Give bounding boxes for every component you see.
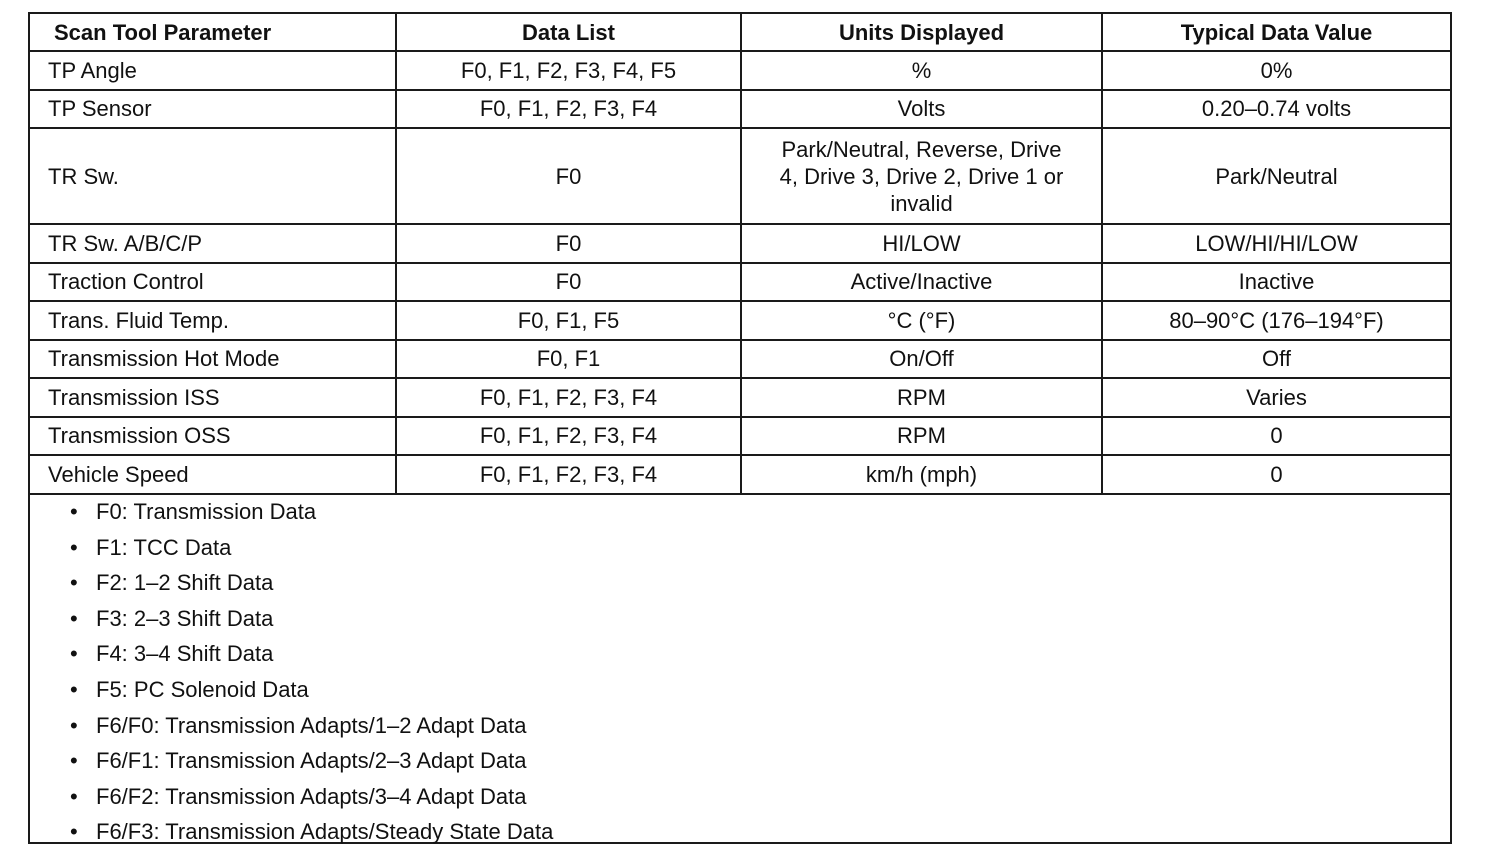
table-row <box>30 90 1450 129</box>
table-row <box>30 51 1450 90</box>
column-header-typical-data-value: Typical Data Value <box>1102 14 1450 51</box>
cell-parameter: Trans. Fluid Temp. <box>30 301 396 340</box>
cell-data-list: F0, F1, F5 <box>396 301 741 340</box>
cell-data-list: F0, F1, F2, F3, F4 <box>396 455 741 494</box>
table-row <box>30 455 1450 494</box>
cell-parameter: TR Sw. <box>30 128 396 224</box>
bullet: • <box>70 641 78 667</box>
legend-text: F6/F1: Transmission Adapts/2–3 Adapt Data <box>96 748 527 774</box>
scan-tool-parameter-table <box>30 14 1450 495</box>
cell-units: Park/Neutral, Reverse, Drive 4, Drive 3, Drive 2, Drive 1 or invalid <box>741 128 1102 224</box>
cell-parameter: TP Sensor <box>30 90 396 129</box>
cell-data-list: F0, F1 <box>396 340 741 379</box>
cell-units: On/Off <box>741 340 1102 379</box>
bullet: • <box>70 676 78 702</box>
cell-parameter: Transmission ISS <box>30 378 396 417</box>
list-item <box>70 708 553 744</box>
cell-typical-value: 0.20–0.74 volts <box>1102 90 1450 129</box>
cell-data-list: F0 <box>396 128 741 224</box>
list-item <box>70 530 553 566</box>
legend-text: F0: Transmission Data <box>96 499 317 524</box>
data-list-legend <box>70 494 553 850</box>
cell-data-list: F0 <box>396 263 741 302</box>
table-row <box>30 340 1450 379</box>
cell-typical-value: LOW/HI/HI/LOW <box>1102 224 1450 263</box>
cell-typical-value: 80–90°C (176–194°F) <box>1102 301 1450 340</box>
cell-parameter: Traction Control <box>30 263 396 302</box>
cell-units: km/h (mph) <box>741 455 1102 494</box>
cell-parameter: Transmission OSS <box>30 417 396 456</box>
cell-typical-value: Varies <box>1102 378 1450 417</box>
bullet: • <box>70 783 78 809</box>
list-item <box>70 636 553 672</box>
legend-text: F2: 1–2 Shift Data <box>96 570 274 596</box>
legend-text: F1: TCC Data <box>96 534 232 560</box>
cell-parameter: TR Sw. A/B/C/P <box>30 224 396 263</box>
bullet: • <box>70 819 78 845</box>
legend-text: F4: 3–4 Shift Data <box>96 641 274 667</box>
legend-text: F6/F3: Transmission Adapts/Steady State Data <box>96 819 554 845</box>
cell-typical-value: 0 <box>1102 455 1450 494</box>
bullet: • <box>70 748 78 774</box>
cell-units: RPM <box>741 378 1102 417</box>
legend-text: F6/F2: Transmission Adapts/3–4 Adapt Data <box>96 783 527 809</box>
legend-text: F6/F0: Transmission Adapts/1–2 Adapt Data <box>96 712 527 738</box>
cell-data-list: F0, F1, F2, F3, F4 <box>396 378 741 417</box>
list-item <box>70 601 553 637</box>
column-header-units-displayed: Units Displayed <box>741 14 1102 51</box>
table-row <box>30 263 1450 302</box>
legend-text: F5: PC Solenoid Data <box>96 676 309 702</box>
list-item <box>70 814 553 850</box>
cell-units: Volts <box>741 90 1102 129</box>
bullet: • <box>70 534 78 560</box>
column-header-scan-tool-parameter: Scan Tool Parameter <box>30 14 396 51</box>
bullet: • <box>70 712 78 738</box>
list-item <box>70 672 553 708</box>
cell-typical-value: Inactive <box>1102 263 1450 302</box>
cell-typical-value: 0% <box>1102 51 1450 90</box>
list-item <box>70 743 553 779</box>
list-item <box>70 494 553 530</box>
document-frame <box>28 12 1452 844</box>
cell-parameter: Vehicle Speed <box>30 455 396 494</box>
table-row <box>30 224 1450 263</box>
cell-data-list: F0 <box>396 224 741 263</box>
cell-data-list: F0, F1, F2, F3, F4 <box>396 417 741 456</box>
bullet: • <box>70 499 78 524</box>
table-row <box>30 128 1450 224</box>
cell-data-list: F0, F1, F2, F3, F4, F5 <box>396 51 741 90</box>
bullet: • <box>70 570 78 596</box>
cell-units: % <box>741 51 1102 90</box>
table-row <box>30 378 1450 417</box>
table-row <box>30 417 1450 456</box>
column-header-data-list: Data List <box>396 14 741 51</box>
table-row <box>30 301 1450 340</box>
cell-units: Active/Inactive <box>741 263 1102 302</box>
cell-units: HI/LOW <box>741 224 1102 263</box>
cell-units: RPM <box>741 417 1102 456</box>
cell-units: °C (°F) <box>741 301 1102 340</box>
bullet: • <box>70 605 78 631</box>
legend-text: F3: 2–3 Shift Data <box>96 605 274 631</box>
cell-typical-value: Park/Neutral <box>1102 128 1450 224</box>
table-header-row <box>30 14 1450 51</box>
cell-parameter: Transmission Hot Mode <box>30 340 396 379</box>
cell-data-list: F0, F1, F2, F3, F4 <box>396 90 741 129</box>
cell-parameter: TP Angle <box>30 51 396 90</box>
cell-typical-value: 0 <box>1102 417 1450 456</box>
list-item <box>70 565 553 601</box>
cell-typical-value: Off <box>1102 340 1450 379</box>
list-item <box>70 779 553 815</box>
